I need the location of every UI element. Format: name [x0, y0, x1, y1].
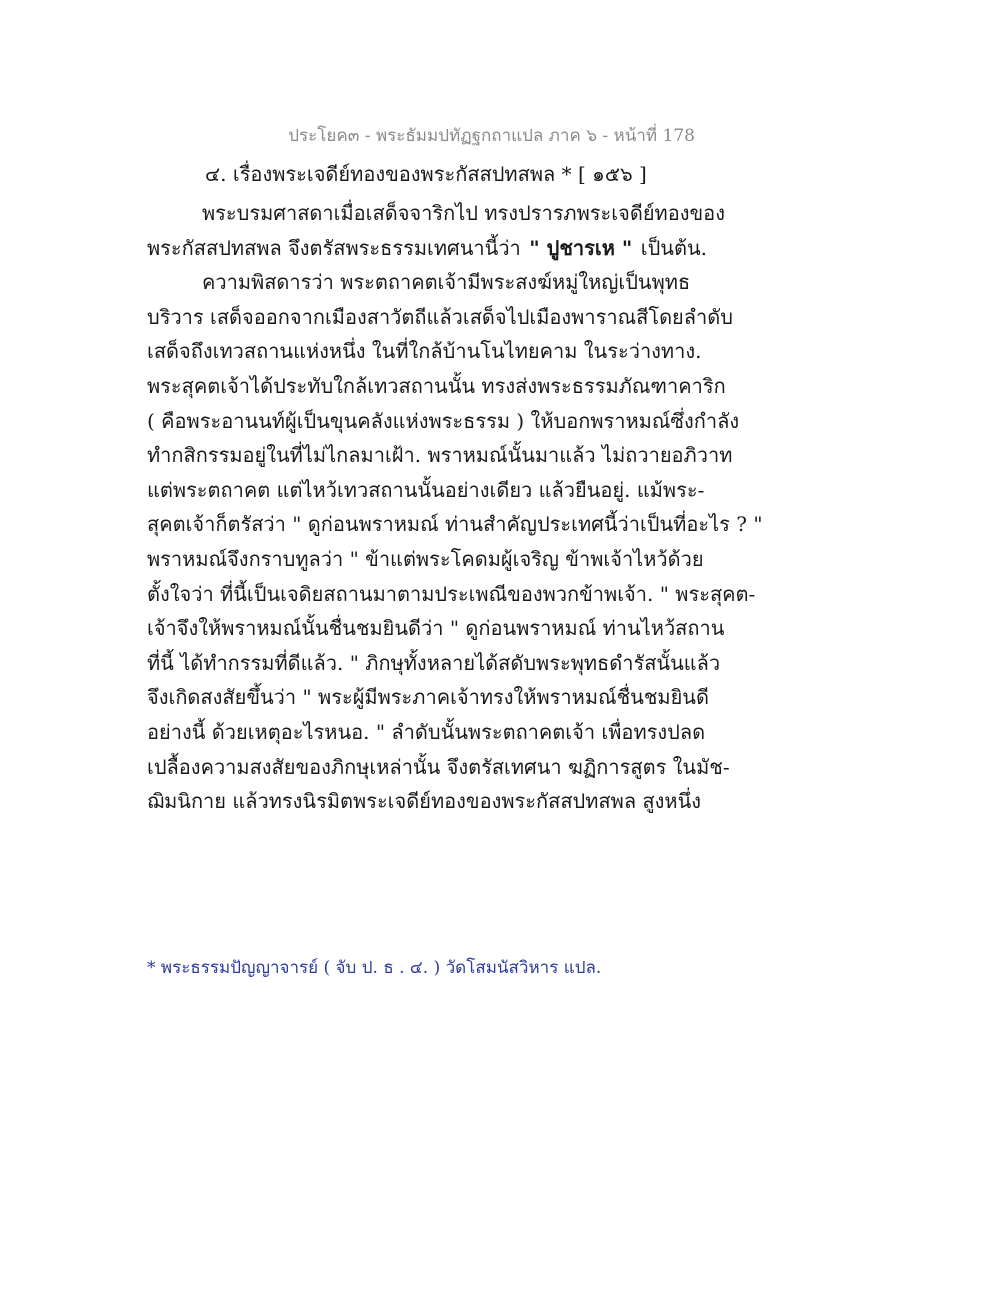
footnote: * พระธรรมปัญญาจารย์ ( จับ ป. ธ . ๔. ) วัดโสมนัสวิหาร แปล.: [147, 958, 602, 978]
paragraph-2-line: สุคตเจ้าก็ตรัสว่า " ดูก่อนพราหมณ์ ท่านสำคัญประเทศนี้ว่าเป็นที่อะไร ? ": [147, 512, 763, 537]
paragraph-2-line: พราหมณ์จึงกราบทูลว่า " ข้าแต่พระโคดมผู้เจริญ ข้าพเจ้าไหว้ด้วย: [147, 546, 704, 571]
paragraph-1-line-1: พระบรมศาสดาเมื่อเสด็จจาริกไป ทรงปรารภพระเจดีย์ทองของ: [202, 201, 725, 225]
paragraph-2-line: ทำกสิกรรมอยู่ในที่ไม่ไกลมาเฝ้า. พราหมณ์นั้นมาแล้ว ไม่ถวายอภิวาท: [147, 443, 733, 468]
paragraph-2-line: ฌิมนิกาย แล้วทรงนิรมิตพระเจดีย์ทองของพระกัสสปทสพล สูงหนึ่ง: [147, 789, 702, 814]
paragraph-2-line: ที่นี้ ได้ทำกรรมที่ดีแล้ว. " ภิกษุทั้งหลายได้สดับพระพุทธดำรัสนั้นแล้ว: [147, 650, 721, 675]
running-header: ประโยค๓ - พระธัมมปทัฏฐกถาแปล ภาค ๖ - หน้าที่ 178: [288, 126, 695, 146]
paragraph-2-line: ความพิสดารว่า พระตถาคตเจ้ามีพระสงฆ์หมู่ใหญ่เป็นพุทธ: [202, 270, 691, 295]
paragraph-2-line: ตั้งใจว่า ที่นี้เป็นเจดิยสถานมาตามประเพณีของพวกข้าพเจ้า. " พระสุคต-: [147, 581, 756, 606]
paragraph-2-line: พระสุคตเจ้าได้ประทับใกล้เทวสถานนั้น ทรงส่งพระธรรมภัณฑาคาริก: [147, 373, 726, 398]
paragraph-2-line: แต่พระตถาคต แต่ไหว้เทวสถานนั้นอย่างเดียว แล้วยืนอยู่. แม้พระ-: [147, 477, 705, 502]
paragraph-2-line: เสด็จถึงเทวสถานแห่งหนึ่ง ในที่ใกล้บ้านโนไทยคาม ในระว่างทาง.: [147, 339, 702, 364]
paragraph-2-line: จึงเกิดสงสัยขึ้นว่า " พระผู้มีพระภาคเจ้าทรงให้พราหมณ์ชื่นชมยินดี: [147, 685, 709, 710]
story-title: ๔. เรื่องพระเจดีย์ทองของพระกัสสปทสพล * [ ๑๕๖ ]: [205, 162, 647, 186]
paragraph-2-line: อย่างนี้ ด้วยเหตุอะไรหนอ. " ลำดับนั้นพระตถาคตเจ้า เพื่อทรงปลด: [147, 719, 706, 744]
paragraph-2-line: เปลื้องความสงสัยของภิกษุเหล่านั้น จึงตรัสเทศนา ฆฏิการสูตร ในมัช-: [147, 754, 730, 779]
keyword-puja: " ปูชารเห ": [529, 235, 633, 260]
paragraph-2-line: เจ้าจึงให้พราหมณ์นั้นชื่นชมยินดีว่า " ดูก่อนพราหมณ์ ท่านไหว้สถาน: [147, 616, 725, 641]
body-text: [147, 196, 763, 819]
paragraph-2-line: ( คือพระอานนท์ผู้เป็นขุนคลังแห่งพระธรรม ) ให้บอกพราหมณ์ซึ่งกำลัง: [147, 408, 740, 433]
paragraph-2-line: บริวาร เสด็จออกจากเมืองสาวัตถีแล้วเสด็จไปเมืองพาราณสีโดยลำดับ: [147, 304, 733, 329]
paragraph-1-line-2-end: เป็นต้น.: [640, 235, 707, 260]
paragraph-1-line-2-start: พระกัสสปทสพล จึงตรัสพระธรรมเทศนานี้ว่า: [147, 235, 521, 260]
paragraph-1-line-2: [147, 231, 707, 266]
